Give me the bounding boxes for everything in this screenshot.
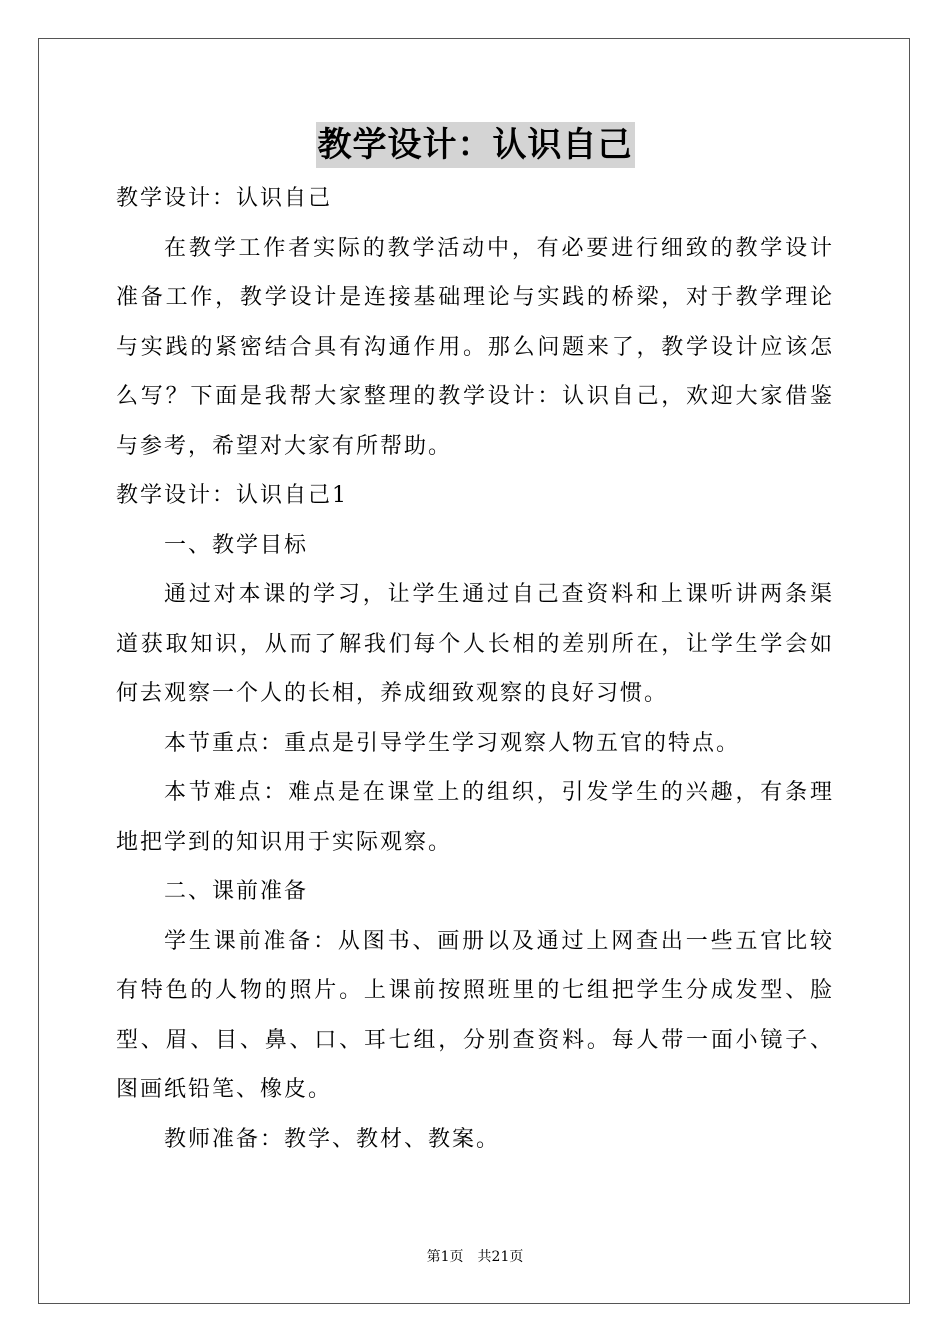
paragraph: 学生课前准备：从图书、画册以及通过上网查出一些五官比较有特色的人物的照片。上课前按照班里的七组把学生分成发型、脸型、眉、目、鼻、口、耳七组，分别查资料。每人带一面小镜子、图画纸铅笔、橡皮。	[116, 928, 834, 1102]
paragraph: 教师准备：教学、教材、教案。	[164, 1126, 501, 1152]
title-container	[0, 122, 950, 168]
page-total: 共21页	[477, 1249, 524, 1265]
page-number: 第1页	[426, 1249, 464, 1265]
paragraph: 本节重点：重点是引导学生学习观察人物五官的特点。	[164, 730, 741, 756]
paragraph: 通过对本课的学习，让学生通过自己查资料和上课听讲两条渠道获取知识，从而了解我们每个人长相的差别所在，让学生学会如何去观察一个人的长相，养成细致观察的良好习惯。	[116, 582, 834, 706]
section-heading: 二、课前准备	[164, 879, 309, 904]
paragraph: 本节难点：难点是在课堂上的组织，引发学生的兴趣，有条理地把学到的知识用于实际观察。	[116, 780, 834, 855]
document-body	[116, 174, 834, 1164]
document-title: 教学设计：认识自己	[316, 122, 635, 168]
section-heading: 一、教学目标	[164, 532, 309, 558]
paragraph: 教学设计：认识自己1	[116, 483, 348, 508]
paragraph: 在教学工作者实际的教学活动中，有必要进行细致的教学设计准备工作，教学设计是连接基础理论与实践的桥梁，对于教学理论与实践的紧密结合具有沟通作用。那么问题来了，教学设计应该怎么写？下面是我帮大家整理的教学设计：认识自己，欢迎大家借鉴与参考，希望对大家有所帮助。	[116, 235, 834, 459]
page-footer	[0, 1248, 950, 1266]
paragraph: 教学设计：认识自己	[116, 186, 333, 211]
